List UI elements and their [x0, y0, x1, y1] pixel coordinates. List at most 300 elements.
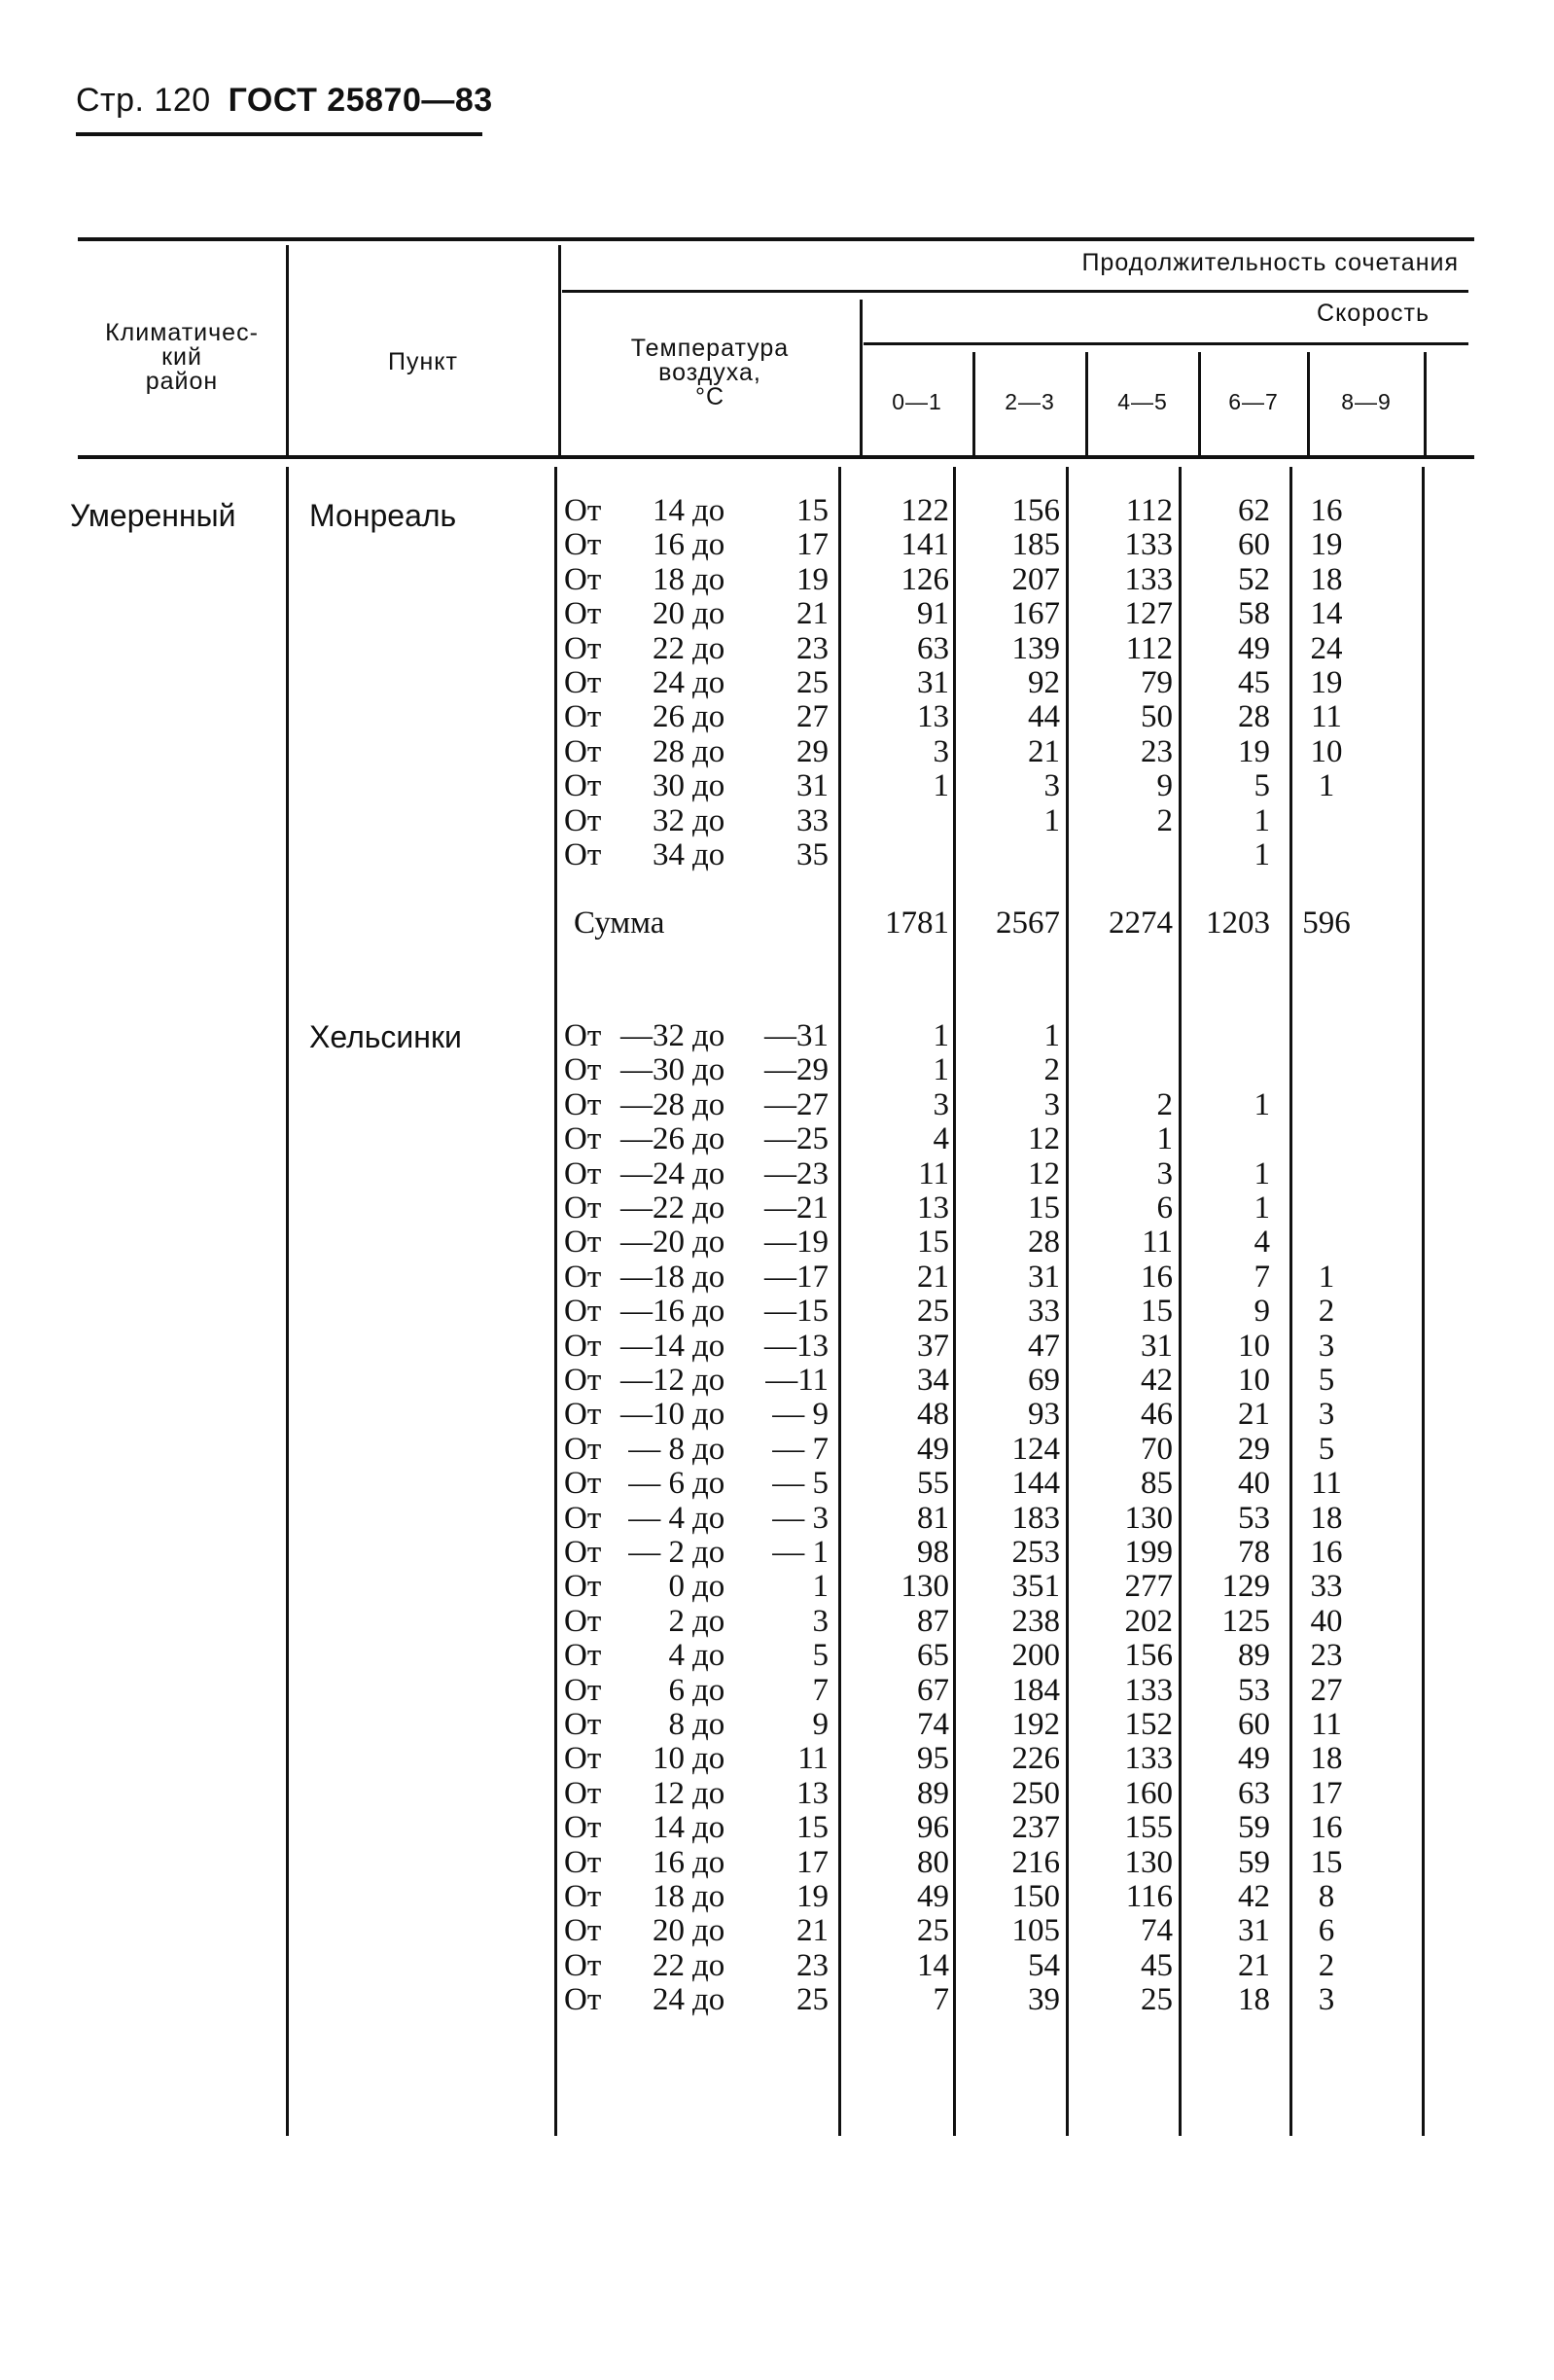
speed-value-0: 1	[933, 1018, 949, 1053]
speed-value-0: 65	[917, 1638, 949, 1674]
speed-value-0: 15	[917, 1225, 949, 1261]
helsinki-row	[0, 1742, 1554, 1776]
speed-value-1: 351	[1011, 1569, 1060, 1605]
speed-value-3: 52	[1238, 561, 1270, 597]
temp-to: 17	[796, 527, 829, 563]
helsinki-row	[0, 1330, 1554, 1364]
temp-ot: От	[564, 768, 602, 804]
temp-to: 19	[796, 1879, 829, 1914]
temp-ot: От	[564, 1844, 602, 1880]
speed-value-2: 2	[1156, 1086, 1173, 1122]
temp-to: 15	[796, 1810, 829, 1846]
helsinki-row	[0, 1846, 1554, 1880]
speed-value-2: 74	[1141, 1913, 1173, 1949]
helsinki-row	[0, 1570, 1554, 1604]
temp-to: 11	[797, 1741, 829, 1777]
header-region: Климатичес- кий район	[105, 319, 259, 395]
temp-from: —12	[620, 1363, 685, 1398]
temp-to: 33	[796, 802, 829, 838]
speed-value-3: 29	[1238, 1431, 1270, 1467]
temp-from: —18	[620, 1259, 685, 1295]
temp-do: до	[692, 1431, 725, 1467]
speed-value-3: 63	[1238, 1775, 1270, 1811]
speed-value-1: 237	[1011, 1810, 1060, 1846]
speed-value-1: 15	[1028, 1190, 1060, 1226]
temp-ot: От	[564, 1225, 602, 1261]
temp-do: до	[692, 1741, 725, 1777]
helsinki-row	[0, 1398, 1554, 1432]
temp-ot: От	[564, 596, 602, 632]
temp-ot: От	[564, 1086, 602, 1122]
speed-value-0: 25	[917, 1913, 949, 1949]
sum-value-4: 596	[1302, 906, 1351, 941]
temp-to: 21	[796, 596, 829, 632]
helsinki-row	[0, 1502, 1554, 1536]
temp-to: —13	[764, 1328, 829, 1364]
temp-ot: От	[564, 493, 602, 528]
temp-ot: От	[564, 1466, 602, 1502]
temp-do: до	[692, 596, 725, 632]
temp-do: до	[692, 665, 725, 700]
speed-value-4: 1	[1318, 1259, 1335, 1295]
temp-from: 22	[653, 1947, 685, 1983]
speed-value-2: 202	[1124, 1603, 1173, 1639]
temp-ot: От	[564, 630, 602, 666]
speed-value-3: 18	[1238, 1982, 1270, 2018]
temp-from: —22	[620, 1190, 685, 1226]
temp-ot: От	[564, 1259, 602, 1295]
speed-value-2: 2	[1156, 802, 1173, 838]
temp-ot: От	[564, 1535, 602, 1570]
speed-value-1: 216	[1011, 1844, 1060, 1880]
temp-do: до	[692, 1844, 725, 1880]
temp-from: 10	[653, 1741, 685, 1777]
speed-value-4: 18	[1310, 1741, 1343, 1777]
speed-value-4: 14	[1310, 596, 1343, 632]
montreal-row	[0, 666, 1554, 700]
speed-value-3: 1	[1254, 1086, 1270, 1122]
temp-from: —16	[620, 1294, 685, 1330]
speed-value-0: 95	[917, 1741, 949, 1777]
montreal-row	[0, 494, 1554, 528]
speed-value-2: 130	[1124, 1844, 1173, 1880]
speed-value-1: 1	[1043, 1018, 1060, 1053]
standard-number: ГОСТ 25870—83	[228, 82, 493, 119]
temp-do: до	[692, 1121, 725, 1157]
speed-value-0: 21	[917, 1259, 949, 1295]
speed-value-0: 34	[917, 1363, 949, 1398]
temp-to: 31	[796, 768, 829, 804]
temp-from: 28	[653, 733, 685, 769]
temp-from: —28	[620, 1086, 685, 1122]
speed-value-0: 126	[901, 561, 949, 597]
temp-from: 26	[653, 699, 685, 735]
temp-to: 19	[796, 561, 829, 597]
helsinki-row	[0, 1880, 1554, 1914]
temp-to: —21	[764, 1190, 829, 1226]
temp-from: 4	[668, 1638, 685, 1674]
montreal-row	[0, 528, 1554, 562]
temp-do: до	[692, 1328, 725, 1364]
speed-value-2: 127	[1124, 596, 1173, 632]
temp-from: 22	[653, 630, 685, 666]
helsinki-row	[0, 1708, 1554, 1742]
temp-do: до	[692, 527, 725, 563]
temp-to: —29	[764, 1052, 829, 1088]
temp-to: 23	[796, 630, 829, 666]
speed-value-2: 31	[1141, 1328, 1173, 1364]
point-montreal: Монреаль	[309, 498, 457, 533]
temp-to: —11	[765, 1363, 829, 1398]
temp-do: до	[692, 1500, 725, 1536]
speed-value-0: 91	[917, 596, 949, 632]
speed-value-4: 40	[1310, 1603, 1343, 1639]
speed-value-4: 19	[1310, 665, 1343, 700]
speed-value-3: 59	[1238, 1844, 1270, 1880]
temp-to: — 7	[772, 1431, 829, 1467]
speed-value-4: 24	[1310, 630, 1343, 666]
helsinki-row	[0, 1605, 1554, 1639]
speed-value-4: 11	[1311, 1707, 1342, 1742]
temp-from: —14	[620, 1328, 685, 1364]
temp-do: до	[692, 1913, 725, 1949]
speed-value-2: 277	[1124, 1569, 1173, 1605]
temp-do: до	[692, 1052, 725, 1088]
header-speed: Скорость	[1317, 300, 1430, 327]
sum-value-3: 1203	[1206, 906, 1270, 941]
speed-value-1: 250	[1011, 1775, 1060, 1811]
speed-col-0: 0—1	[892, 389, 942, 414]
speed-value-3: 42	[1238, 1879, 1270, 1914]
temp-from: 2	[668, 1603, 685, 1639]
speed-value-0: 74	[917, 1707, 949, 1742]
temp-from: 8	[668, 1707, 685, 1742]
speed-value-4: 10	[1310, 733, 1343, 769]
helsinki-row	[0, 1364, 1554, 1398]
speed-value-2: 112	[1125, 630, 1173, 666]
temp-from: — 2	[628, 1535, 685, 1570]
temp-to: 5	[812, 1638, 829, 1674]
speed-value-0: 31	[917, 665, 949, 700]
speed-value-1: 33	[1028, 1294, 1060, 1330]
speed-value-4: 6	[1318, 1913, 1335, 1949]
speed-col-2: 4—5	[1117, 389, 1168, 414]
speed-value-3: 59	[1238, 1810, 1270, 1846]
temp-from: 32	[653, 802, 685, 838]
header-point: Пункт	[388, 348, 458, 375]
montreal-row	[0, 804, 1554, 838]
sum-label: Сумма	[574, 906, 665, 941]
temp-do: до	[692, 768, 725, 804]
temp-ot: От	[564, 837, 602, 872]
temp-do: до	[692, 1086, 725, 1122]
temp-to: —23	[764, 1155, 829, 1191]
page-header	[76, 82, 493, 120]
temp-do: до	[692, 1569, 725, 1605]
speed-value-0: 7	[933, 1982, 949, 2018]
temp-to: 27	[796, 699, 829, 735]
speed-value-0: 87	[917, 1603, 949, 1639]
temp-from: 14	[653, 1810, 685, 1846]
speed-value-1: 185	[1011, 527, 1060, 563]
speed-value-2: 9	[1156, 768, 1173, 804]
speed-value-3: 1	[1254, 1155, 1270, 1191]
speed-value-4: 3	[1318, 1982, 1335, 2018]
temp-do: до	[692, 1982, 725, 2018]
temp-to: — 3	[772, 1500, 829, 1536]
temp-ot: От	[564, 1328, 602, 1364]
speed-value-2: 23	[1141, 733, 1173, 769]
temp-ot: От	[564, 1707, 602, 1742]
speed-value-0: 11	[918, 1155, 949, 1191]
temp-ot: От	[564, 1947, 602, 1983]
speed-value-1: 2	[1043, 1052, 1060, 1088]
temp-to: —15	[764, 1294, 829, 1330]
helsinki-row	[0, 1088, 1554, 1122]
speed-value-4: 8	[1318, 1879, 1335, 1914]
temp-to: 15	[796, 493, 829, 528]
temp-do: до	[692, 1638, 725, 1674]
col-divider-point	[558, 245, 561, 455]
helsinki-row	[0, 1157, 1554, 1191]
speed-value-3: 40	[1238, 1466, 1270, 1502]
temp-from: — 8	[628, 1431, 685, 1467]
helsinki-row	[0, 1433, 1554, 1467]
speed-value-1: 3	[1043, 768, 1060, 804]
temp-to: —17	[764, 1259, 829, 1295]
temp-ot: От	[564, 1155, 602, 1191]
temp-from: 30	[653, 768, 685, 804]
temp-do: до	[692, 1397, 725, 1433]
speed-value-2: 16	[1141, 1259, 1173, 1295]
speed-value-1: 39	[1028, 1982, 1060, 2018]
speed-value-0: 4	[933, 1121, 949, 1157]
temp-ot: От	[564, 1982, 602, 2018]
speed-value-0: 98	[917, 1535, 949, 1570]
speed-value-0: 49	[917, 1431, 949, 1467]
speed-value-3: 60	[1238, 527, 1270, 563]
temp-to: 9	[812, 1707, 829, 1742]
temp-do: до	[692, 733, 725, 769]
temp-from: 20	[653, 1913, 685, 1949]
speed-value-0: 25	[917, 1294, 949, 1330]
montreal-row	[0, 700, 1554, 734]
speed-value-1: 54	[1028, 1947, 1060, 1983]
speed-value-3: 1	[1254, 1190, 1270, 1226]
temp-from: 34	[653, 837, 685, 872]
speed-value-0: 14	[917, 1947, 949, 1983]
temp-from: —26	[620, 1121, 685, 1157]
col-divider-s4	[1307, 352, 1310, 455]
helsinki-row	[0, 1019, 1554, 1053]
temp-do: до	[692, 561, 725, 597]
speed-value-0: 81	[917, 1500, 949, 1536]
speed-value-0: 89	[917, 1775, 949, 1811]
temp-from: 24	[653, 665, 685, 700]
speed-value-3: 21	[1238, 1947, 1270, 1983]
table-top-rule	[78, 237, 1474, 241]
speed-value-3: 9	[1254, 1294, 1270, 1330]
temp-do: до	[692, 1810, 725, 1846]
speed-value-1: 150	[1011, 1879, 1060, 1914]
temp-to: 25	[796, 665, 829, 700]
temp-from: 16	[653, 527, 685, 563]
temp-ot: От	[564, 561, 602, 597]
speed-value-4: 19	[1310, 527, 1343, 563]
temp-ot: От	[564, 1500, 602, 1536]
temp-do: до	[692, 1879, 725, 1914]
speed-value-3: 62	[1238, 493, 1270, 528]
temp-from: —32	[620, 1018, 685, 1053]
speed-value-2: 155	[1124, 1810, 1173, 1846]
speed-rule	[864, 342, 1468, 345]
temp-from: —10	[620, 1397, 685, 1433]
speed-value-1: 139	[1011, 630, 1060, 666]
temp-ot: От	[564, 699, 602, 735]
temp-from: 20	[653, 596, 685, 632]
temp-do: до	[692, 1775, 725, 1811]
speed-value-0: 67	[917, 1672, 949, 1708]
speed-value-1: 3	[1043, 1086, 1060, 1122]
helsinki-row	[0, 1983, 1554, 2017]
speed-value-4: 27	[1310, 1672, 1343, 1708]
page-label: Стр. 120	[76, 82, 211, 119]
speed-value-1: 44	[1028, 699, 1060, 735]
speed-value-1: 69	[1028, 1363, 1060, 1398]
speed-value-1: 93	[1028, 1397, 1060, 1433]
temp-to: 25	[796, 1982, 829, 2018]
speed-value-2: 25	[1141, 1982, 1173, 2018]
speed-value-2: 160	[1124, 1775, 1173, 1811]
temp-to: 17	[796, 1844, 829, 1880]
temp-to: —25	[764, 1121, 829, 1157]
speed-value-1: 31	[1028, 1259, 1060, 1295]
helsinki-row	[0, 1191, 1554, 1226]
temp-do: до	[692, 1947, 725, 1983]
temp-from: 0	[668, 1569, 685, 1605]
speed-value-2: 133	[1124, 527, 1173, 563]
speed-value-2: 46	[1141, 1397, 1173, 1433]
temp-do: до	[692, 493, 725, 528]
helsinki-row	[0, 1639, 1554, 1673]
temp-from: 18	[653, 561, 685, 597]
sum-value-0: 1781	[885, 906, 949, 941]
speed-col-1: 2—3	[1005, 389, 1055, 414]
speed-value-1: 226	[1011, 1741, 1060, 1777]
speed-value-2: 79	[1141, 665, 1173, 700]
temp-do: до	[692, 802, 725, 838]
temp-do: до	[692, 1294, 725, 1330]
speed-value-4: 11	[1311, 1466, 1342, 1502]
header-temperature: Температура воздуха, °C	[630, 335, 790, 410]
speed-value-3: 1	[1254, 802, 1270, 838]
temp-from: 12	[653, 1775, 685, 1811]
temp-to: — 9	[772, 1397, 829, 1433]
temp-do: до	[692, 630, 725, 666]
col-divider-s5	[1424, 352, 1427, 455]
speed-value-0: 96	[917, 1810, 949, 1846]
speed-value-3: 7	[1254, 1259, 1270, 1295]
speed-value-0: 3	[933, 1086, 949, 1122]
speed-value-4: 23	[1310, 1638, 1343, 1674]
speed-value-1: 156	[1011, 493, 1060, 528]
temp-do: до	[692, 1672, 725, 1708]
speed-value-3: 21	[1238, 1397, 1270, 1433]
temp-do: до	[692, 1190, 725, 1226]
speed-value-0: 13	[917, 1190, 949, 1226]
sum-value-1: 2567	[996, 906, 1060, 941]
region-name: Умеренный	[70, 498, 236, 533]
speed-value-2: 133	[1124, 1672, 1173, 1708]
temp-from: —20	[620, 1225, 685, 1261]
speed-value-3: 28	[1238, 699, 1270, 735]
temp-ot: От	[564, 1294, 602, 1330]
temp-ot: От	[564, 1672, 602, 1708]
helsinki-row	[0, 1777, 1554, 1811]
helsinki-row	[0, 1674, 1554, 1708]
temp-do: до	[692, 837, 725, 872]
temp-to: 35	[796, 837, 829, 872]
col-divider-region	[286, 245, 289, 455]
helsinki-row	[0, 1053, 1554, 1087]
speed-value-1: 253	[1011, 1535, 1060, 1570]
speed-value-4: 1	[1318, 768, 1335, 804]
speed-value-0: 1	[933, 1052, 949, 1088]
temp-ot: От	[564, 1879, 602, 1914]
header-rule	[76, 132, 482, 136]
temp-ot: От	[564, 1741, 602, 1777]
speed-value-2: 1	[1156, 1121, 1173, 1157]
speed-value-3: 19	[1238, 733, 1270, 769]
speed-value-4: 5	[1318, 1363, 1335, 1398]
speed-value-3: 53	[1238, 1500, 1270, 1536]
header-duration: Продолжительность сочетания	[1081, 249, 1459, 276]
speed-value-3: 10	[1238, 1363, 1270, 1398]
speed-value-4: 33	[1310, 1569, 1343, 1605]
speed-value-1: 183	[1011, 1500, 1060, 1536]
temp-from: 16	[653, 1844, 685, 1880]
speed-value-1: 200	[1011, 1638, 1060, 1674]
temp-to: 1	[812, 1569, 829, 1605]
speed-value-2: 156	[1124, 1638, 1173, 1674]
speed-value-4: 3	[1318, 1328, 1335, 1364]
speed-value-3: 89	[1238, 1638, 1270, 1674]
speed-value-4: 18	[1310, 1500, 1343, 1536]
temp-do: до	[692, 1535, 725, 1570]
speed-value-1: 238	[1011, 1603, 1060, 1639]
temp-ot: От	[564, 527, 602, 563]
speed-value-0: 37	[917, 1328, 949, 1364]
speed-value-4: 16	[1310, 1810, 1343, 1846]
speed-value-4: 16	[1310, 493, 1343, 528]
speed-value-2: 133	[1124, 561, 1173, 597]
speed-value-2: 85	[1141, 1466, 1173, 1502]
speed-value-2: 11	[1142, 1225, 1173, 1261]
montreal-row	[0, 769, 1554, 803]
temp-do: до	[692, 1155, 725, 1191]
speed-value-1: 12	[1028, 1155, 1060, 1191]
speed-value-0: 130	[901, 1569, 949, 1605]
speed-value-4: 16	[1310, 1535, 1343, 1570]
temp-from: 18	[653, 1879, 685, 1914]
temp-ot: От	[564, 1913, 602, 1949]
temp-from: 14	[653, 493, 685, 528]
helsinki-row	[0, 1122, 1554, 1156]
speed-value-2: 152	[1124, 1707, 1173, 1742]
temp-to: — 5	[772, 1466, 829, 1502]
speed-value-3: 49	[1238, 630, 1270, 666]
speed-value-2: 70	[1141, 1431, 1173, 1467]
